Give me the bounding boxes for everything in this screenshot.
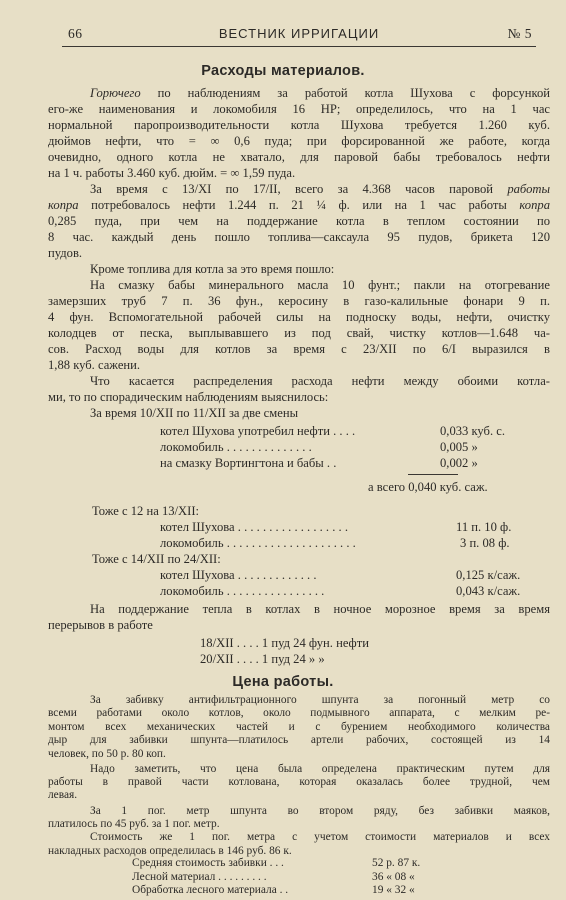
night-row: 20/XII . . . . 1 пуд 24 » »: [200, 652, 325, 666]
row-label: Лесной материал . . . . . . . . .: [132, 870, 267, 883]
row-label: котел Шухова употребил нефти . . . .: [160, 424, 356, 438]
row-value: 0,005 »: [440, 440, 478, 454]
oil-row: [160, 568, 550, 583]
paragraph-line: Кроме топлива для котла за это время пошло:: [90, 262, 335, 276]
paragraph-line: перерывов в работе: [48, 618, 153, 632]
row-value: 52 р. 87 к.: [372, 857, 421, 870]
paragraph-line: накладных расходов определилась в 146 руб. 86 к.: [48, 844, 292, 857]
paragraph-line: На поддержание тепла в котлах в ночное морозное время за время: [90, 602, 550, 616]
total-row: а всего 0,040 куб. саж.: [368, 480, 488, 494]
paragraph-line: Надо заметить, что цена была определена практическим путем для: [90, 762, 550, 775]
oil-row: [160, 456, 550, 471]
journal-title: ВЕСТНИК ИРРИГАЦИИ: [218, 26, 380, 41]
paragraph-line: копра потребовалось нефти 1.244 п. 21 ¼ ф. или на 1 час работы копра: [48, 198, 550, 212]
page-number: 66: [68, 26, 83, 41]
paragraph-line: 1,88 куб. сажени.: [48, 358, 141, 372]
paragraph-line: За время 10/XII по 11/XII за две смены: [90, 406, 299, 420]
emphasis-fuel: Горючего: [90, 86, 141, 100]
row-value: 3 п. 08 ф.: [460, 536, 510, 550]
subsection-heading: Тоже с 14/XII по 24/XII:: [92, 552, 221, 566]
emphasis-kopra-2: копра: [519, 198, 550, 212]
row-value: 0,002 »: [440, 456, 478, 470]
cost-row: [132, 884, 532, 897]
paragraph-line: пудов.: [48, 246, 83, 260]
row-value: 36 « 08 «: [372, 870, 415, 883]
paragraph-line: 8 час. каждый день пошло топлива—саксаула 95 пудов, брикета 120: [48, 230, 550, 244]
night-row: 18/XII . . . . 1 пуд 24 фун. нефти: [200, 636, 369, 650]
oil-row: [160, 440, 550, 455]
oil-row: [160, 584, 550, 599]
paragraph-line: дюймов нефти, что = ∞ 0,6 пуда; при форсированной же работе, когда: [48, 134, 550, 148]
paragraph-line: За 1 пог. метр шпунта во втором ряду, без забивки маяков,: [90, 804, 550, 817]
paragraph-line: его-же наименования и локомобиля 16 HP; определилось, что на 1 час: [48, 102, 550, 116]
paragraph-line: платилось по 45 руб. за 1 пог. метр.: [48, 817, 220, 830]
row-label: локомобиль . . . . . . . . . . . . . . . . . . . . .: [160, 536, 356, 550]
paragraph-line: 0,285 пуда, при чем на поддержание котла в теплом состоянии по: [48, 214, 550, 228]
oil-row: [160, 424, 550, 439]
row-label: Средняя стоимость забивки . . .: [132, 857, 284, 870]
sum-rule: [408, 474, 458, 475]
row-value: 0,043 к/саж.: [456, 584, 521, 598]
paragraph-line: всеми работами около котлов, около подмывного аппарата, с мелким ре-: [48, 707, 550, 720]
paragraph-line: Горючего по наблюдениям за работой котла Шухова с форсункой: [90, 86, 550, 100]
paragraph-line: замерзших труб 7 п. 36 фун., керосину в газо-калильные фонари 9 п.: [48, 294, 550, 308]
subsection-heading: Тоже с 12 на 13/XII:: [92, 504, 200, 518]
section-title-price: Цена работы.: [232, 674, 334, 690]
paragraph-line: За забивку антифильтрационного шпунта за погонный метр со: [90, 694, 550, 707]
paragraph-line: За время с 13/XI по 17/II, всего за 4.368 часов паровой работы: [90, 182, 550, 196]
row-value: 11 п. 10 ф.: [456, 520, 512, 534]
paragraph-line: левая.: [48, 789, 78, 802]
row-label: котел Шухова . . . . . . . . . . . . . . . . . .: [160, 520, 348, 534]
paragraph-line: дыр для забивки шпунта—платилось артели рабочих, состоящей из 14: [48, 734, 550, 747]
oil-row: [160, 520, 550, 535]
paragraph-line: нормальной паропроизводительности котла Шухова требуется 1.260 куб.: [48, 118, 550, 132]
row-value: 0,033 куб. с.: [440, 424, 505, 438]
paragraph-line: сов. Расход воды для котлов за время с 23/XII по 6/I выразился в: [48, 342, 550, 356]
row-label: котел Шухова . . . . . . . . . . . . .: [160, 568, 317, 582]
paragraph-line: Стоимость же 1 пог. метра с учетом стоимости материалов и всех: [90, 831, 550, 844]
paragraph-line: работы в правой части котлована, которая оказалась более трудной, чем: [48, 776, 550, 789]
cost-row: [132, 857, 532, 870]
row-label: на смазку Вортингтона и бабы . .: [160, 456, 337, 470]
paragraph-line: ми, то по спорадическим наблюдениям выяснилось:: [48, 390, 329, 404]
row-label: Обработка лесного материала . .: [132, 884, 289, 896]
page-header: [62, 22, 536, 47]
paragraph-line: 4 фун. Вспомогательной рабочей силы на подноску воды, нефти, очистку: [48, 310, 550, 324]
row-label: локомобиль . . . . . . . . . . . . . . . .: [160, 584, 325, 598]
paragraph-line: очевидно, одного котла не хватало, для паровой бабы требовалось нефти: [48, 150, 550, 164]
paragraph-line: На смазку бабы минерального масла 10 фунт.; пакли на отогревание: [90, 278, 550, 292]
row-value: 0,125 к/саж.: [456, 568, 521, 582]
emphasis-work: работы: [507, 182, 550, 196]
paragraph-line: колодцев от песка, выплывавшего из под свай, чистку котлов—1.648 ча-: [48, 326, 550, 340]
section-title-materials: Расходы материалов.: [201, 63, 365, 79]
cost-row: [132, 871, 532, 884]
row-value: 19 « 32 «: [372, 884, 415, 896]
issue-number: № 5: [507, 26, 532, 41]
paragraph-line: монтом всех механических частей и с бурением необходимого количества: [48, 720, 550, 733]
emphasis-kopra: копра: [48, 198, 79, 212]
paragraph-line: Что касается распределения расхода нефти между обоими котла-: [90, 374, 550, 388]
row-label: локомобиль . . . . . . . . . . . . . .: [160, 440, 312, 454]
oil-row: [160, 536, 550, 551]
paragraph-line: человек, по 50 р. 80 коп.: [48, 747, 166, 760]
paragraph-line: на 1 ч. работы 3.460 куб. дюйм. = ∞ 1,59 пуда.: [48, 166, 296, 180]
